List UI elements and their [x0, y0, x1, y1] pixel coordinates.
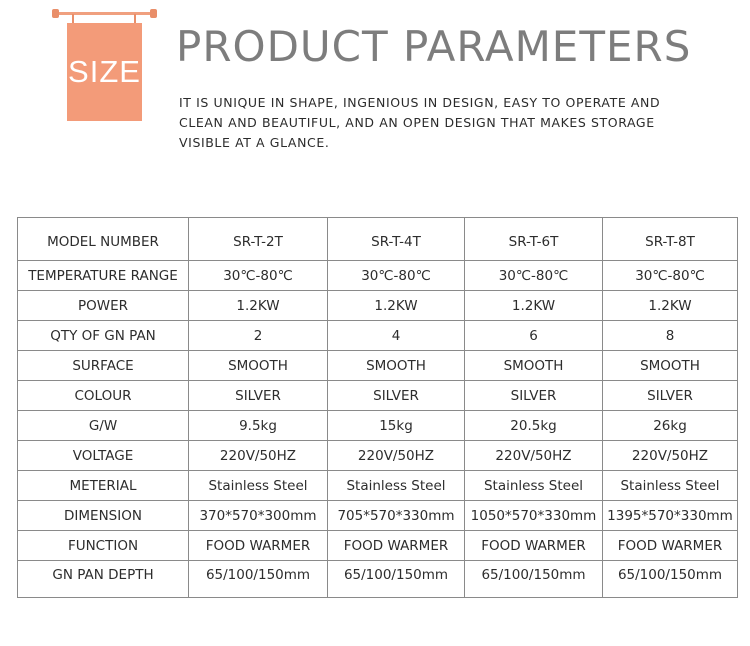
value-cell: 220V/50HZ — [328, 441, 465, 471]
value-cell: 220V/50HZ — [465, 441, 603, 471]
row-label-cell: VOLTAGE — [18, 441, 189, 471]
value-cell: 220V/50HZ — [189, 441, 328, 471]
table-row — [18, 291, 738, 321]
parameters-table — [17, 217, 738, 598]
value-cell: SMOOTH — [328, 351, 465, 381]
hanger-cap-right — [150, 9, 157, 18]
value-cell: SR-T-8T — [603, 218, 738, 261]
table-row — [18, 501, 738, 531]
row-label-cell: FUNCTION — [18, 531, 189, 561]
row-label-cell: COLOUR — [18, 381, 189, 411]
value-cell: 1.2KW — [603, 291, 738, 321]
hanger-rod — [55, 12, 154, 15]
value-cell: 6 — [465, 321, 603, 351]
value-cell: Stainless Steel — [328, 471, 465, 501]
table-row — [18, 411, 738, 441]
table-row — [18, 561, 738, 598]
subtitle-line: IT IS UNIQUE IN SHAPE, INGENIOUS IN DESIGN, EASY TO OPERATE AND — [179, 95, 661, 110]
value-cell: 65/100/150mm — [603, 561, 738, 598]
subtitle-line: CLEAN AND BEAUTIFUL, AND AN OPEN DESIGN THAT MAKES STORAGE — [179, 115, 655, 130]
row-label-cell: QTY OF GN PAN — [18, 321, 189, 351]
table-row — [18, 351, 738, 381]
value-cell: 4 — [328, 321, 465, 351]
value-cell: 20.5kg — [465, 411, 603, 441]
value-cell: 1.2KW — [328, 291, 465, 321]
value-cell: 65/100/150mm — [189, 561, 328, 598]
size-tag-label: SIZE — [68, 54, 141, 89]
value-cell: SR-T-2T — [189, 218, 328, 261]
value-cell: Stainless Steel — [189, 471, 328, 501]
row-label-cell: TEMPERATURE RANGE — [18, 261, 189, 291]
value-cell: 30℃-80℃ — [189, 261, 328, 291]
value-cell: 9.5kg — [189, 411, 328, 441]
value-cell: 65/100/150mm — [465, 561, 603, 598]
value-cell: 1.2KW — [465, 291, 603, 321]
value-cell: 26kg — [603, 411, 738, 441]
value-cell: SMOOTH — [189, 351, 328, 381]
row-label-cell: GN PAN DEPTH — [18, 561, 189, 598]
value-cell: 1.2KW — [189, 291, 328, 321]
row-label-cell: SURFACE — [18, 351, 189, 381]
value-cell: SILVER — [603, 381, 738, 411]
value-cell: 30℃-80℃ — [328, 261, 465, 291]
value-cell: SMOOTH — [603, 351, 738, 381]
value-cell: 15kg — [328, 411, 465, 441]
table-row — [18, 531, 738, 561]
row-label-cell: POWER — [18, 291, 189, 321]
subtitle — [179, 93, 699, 153]
value-cell: 705*570*330mm — [328, 501, 465, 531]
value-cell: 220V/50HZ — [603, 441, 738, 471]
value-cell: Stainless Steel — [465, 471, 603, 501]
value-cell: 2 — [189, 321, 328, 351]
table-row — [18, 471, 738, 501]
value-cell: SILVER — [189, 381, 328, 411]
hanger-cap-left — [52, 9, 59, 18]
size-tag — [67, 23, 142, 121]
row-label-cell: G/W — [18, 411, 189, 441]
value-cell: 65/100/150mm — [328, 561, 465, 598]
value-cell: Stainless Steel — [603, 471, 738, 501]
row-label-cell: METERIAL — [18, 471, 189, 501]
row-label-cell: DIMENSION — [18, 501, 189, 531]
value-cell: SR-T-6T — [465, 218, 603, 261]
page-title: PRODUCT PARAMETERS — [176, 22, 692, 71]
value-cell: 30℃-80℃ — [603, 261, 738, 291]
value-cell: SR-T-4T — [328, 218, 465, 261]
value-cell: 1395*570*330mm — [603, 501, 738, 531]
value-cell: SILVER — [465, 381, 603, 411]
value-cell: FOOD WARMER — [603, 531, 738, 561]
value-cell: 370*570*300mm — [189, 501, 328, 531]
table-row — [18, 441, 738, 471]
value-cell: 30℃-80℃ — [465, 261, 603, 291]
value-cell: FOOD WARMER — [465, 531, 603, 561]
value-cell: SILVER — [328, 381, 465, 411]
value-cell: FOOD WARMER — [328, 531, 465, 561]
table-row — [18, 381, 738, 411]
value-cell: 8 — [603, 321, 738, 351]
table-row — [18, 261, 738, 291]
value-cell: FOOD WARMER — [189, 531, 328, 561]
table-row — [18, 321, 738, 351]
value-cell: 1050*570*330mm — [465, 501, 603, 531]
table-row — [18, 218, 738, 261]
value-cell: SMOOTH — [465, 351, 603, 381]
subtitle-line: VISIBLE AT A GLANCE. — [179, 135, 330, 150]
row-label-cell: MODEL NUMBER — [18, 218, 189, 261]
